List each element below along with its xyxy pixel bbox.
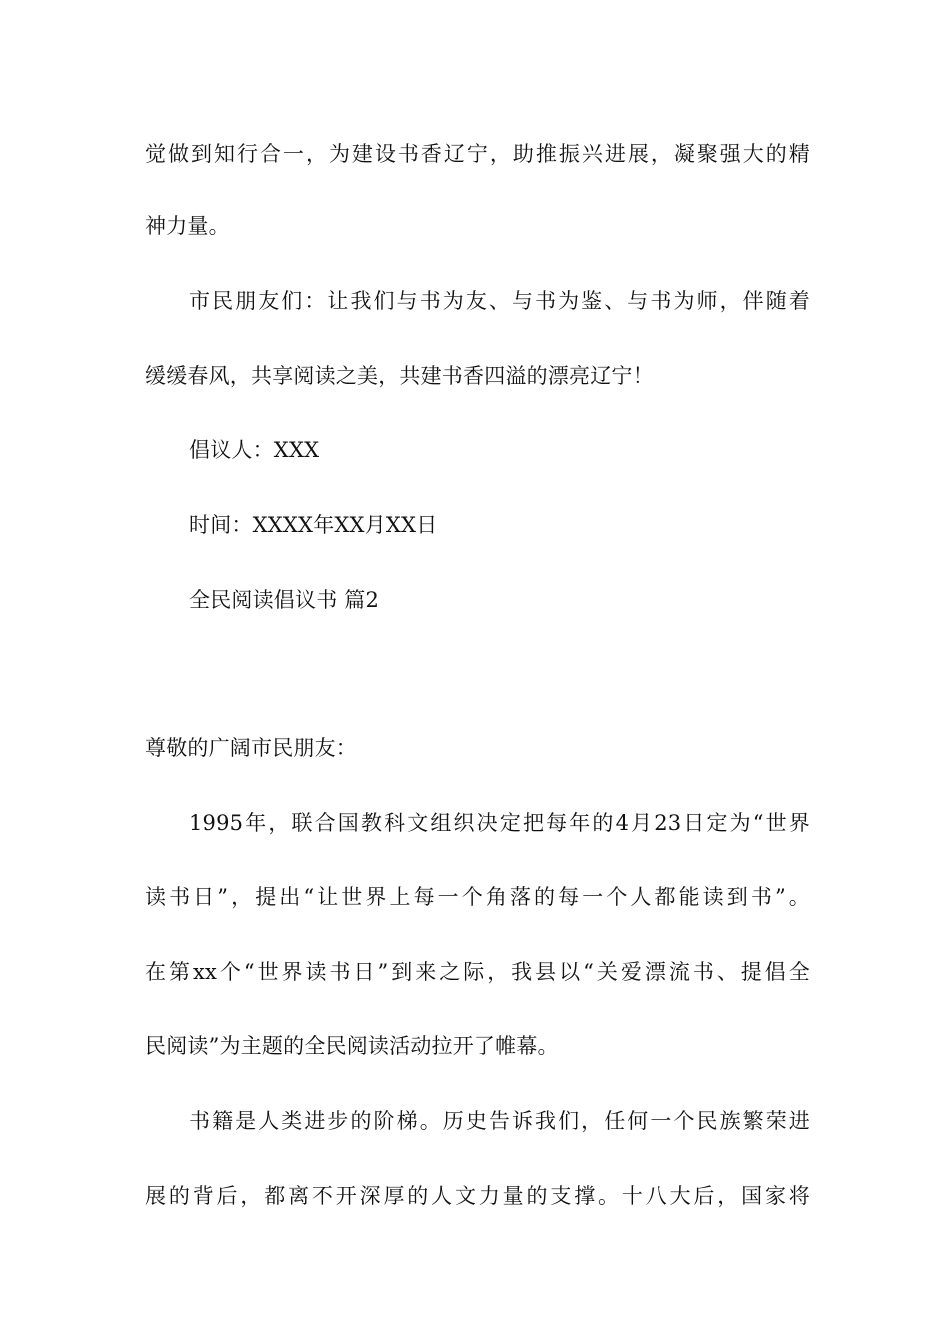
date-line: 时间：XXXX年XX月XX日 — [189, 513, 438, 537]
paragraph-line: 神力量。 — [145, 214, 230, 238]
signatory-line: 倡议人：XXX — [189, 438, 320, 462]
paragraph-line: 展的背后，都离不开深厚的人文力量的支撑。十八大后，国家将 — [145, 1184, 810, 1208]
paragraph-line: 读书日”，提出“让世界上每一个角落的每一个人都能读到书”。 — [145, 885, 810, 909]
paragraph-line: 市民朋友们：让我们与书为友、与书为鉴、与书为师，伴随着 — [189, 289, 810, 313]
section-heading: 全民阅读倡议书 篇2 — [189, 588, 380, 612]
paragraph-line: 1995年，联合国教科文组织决定把每年的4月23日定为“世界 — [189, 811, 810, 835]
paragraph-line: 觉做到知行合一，为建设书香辽宁，助推振兴进展，凝聚强大的精 — [145, 142, 810, 166]
paragraph-line: 书籍是人类进步的阶梯。历史告诉我们，任何一个民族繁荣进 — [189, 1109, 810, 1133]
paragraph-line: 民阅读”为主题的全民阅读活动拉开了帷幕。 — [145, 1034, 559, 1058]
paragraph-line: 在第xx个“世界读书日”到来之际，我县以“关爱漂流书、提倡全 — [145, 960, 810, 984]
paragraph-line: 缓缓春风，共享阅读之美，共建书香四溢的漂亮辽宁！ — [145, 364, 654, 388]
salutation-line: 尊敬的广阔市民朋友： — [145, 736, 357, 760]
